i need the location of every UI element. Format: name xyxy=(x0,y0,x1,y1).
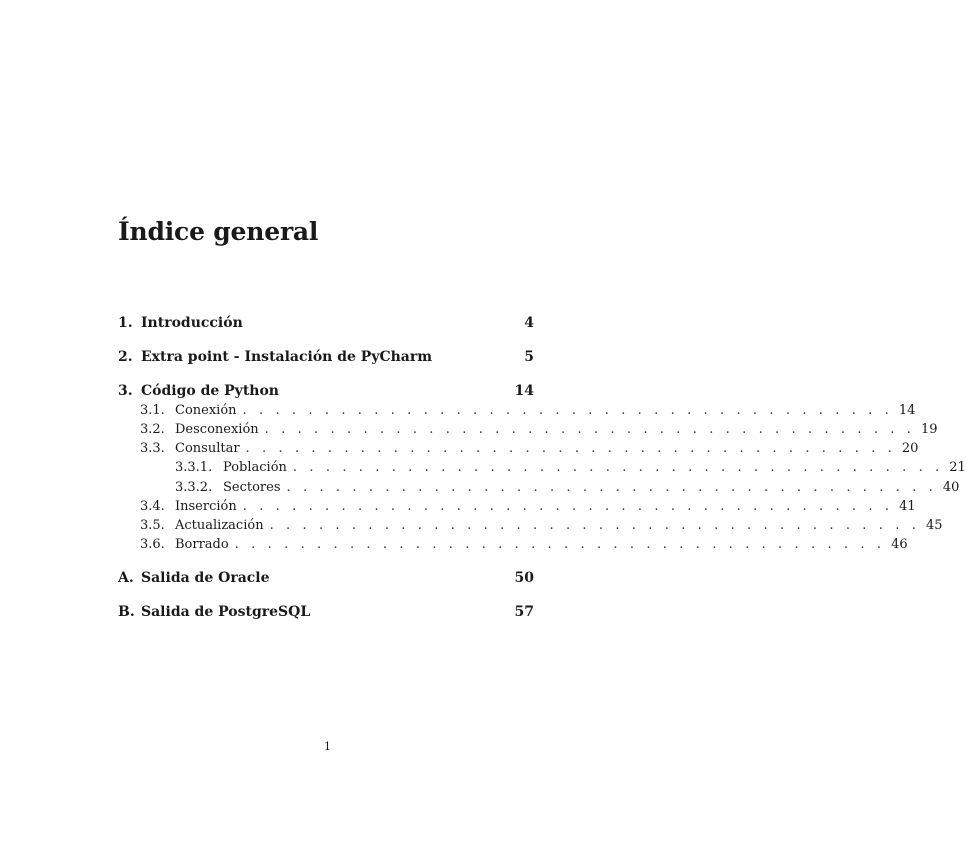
toc-entry-section-3-3[interactable] xyxy=(140,439,919,458)
toc-entry-label: Inserción xyxy=(175,499,237,514)
toc-entry-chapter-3[interactable] xyxy=(118,381,534,401)
toc-entry-page: 20 xyxy=(901,441,919,456)
toc-entry-subsection-3-3-2[interactable] xyxy=(175,478,960,497)
dot-leader: . . . . . . . . . . . . . . . . . . . . . . . . . . . . . . . . . . . . . . . . xyxy=(242,499,894,514)
toc-entry-label: Actualización xyxy=(175,518,264,533)
toc-entry-number: B. xyxy=(118,604,135,620)
toc-entry-section-3-5[interactable] xyxy=(140,516,943,535)
toc-entry-page: 14 xyxy=(514,383,534,399)
dot-leader: . . . . . . . . . . . . . . . . . . . . . . . . . . . . . . . . . . . . . . . . xyxy=(245,441,896,456)
toc-entry-chapter-2[interactable] xyxy=(118,347,534,367)
toc-entry-section-3-1[interactable] xyxy=(140,401,916,420)
dot-leader: . . . . . . . . . . . . . . . . . . . . . . . . . . . . . . . . . . . . . . . . xyxy=(264,422,916,437)
dot-leader: . . . . . . . . . . . . . . . . . . . . . . . . . . . . . . . . . . . . . . . . xyxy=(286,480,937,495)
toc-entry-subsection-3-3-1[interactable] xyxy=(175,458,966,477)
toc-entry-page: 14 xyxy=(898,403,916,418)
toc-entry-number: 3.1. xyxy=(140,403,165,418)
toc-entry-page: 40 xyxy=(942,480,960,495)
toc-entry-page: 57 xyxy=(514,604,534,620)
toc-entry-label: Salida de Oracle xyxy=(141,570,270,586)
toc-entry-page: 5 xyxy=(524,349,534,365)
dot-leader: . . . . . . . . . . . . . . . . . . . . . . . . . . . . . . . . . . . . . . . . xyxy=(234,537,886,552)
toc-entry-page: 41 xyxy=(899,499,916,514)
page-number: 1 xyxy=(324,740,331,753)
toc-entry-chapter-1[interactable] xyxy=(118,313,534,333)
toc-entry-label: Consultar xyxy=(175,441,240,456)
toc-entry-page: 19 xyxy=(921,422,938,437)
toc-entry-label: Conexión xyxy=(175,403,237,418)
toc-entry-label: Salida de PostgreSQL xyxy=(141,604,311,620)
toc-entry-number: 3. xyxy=(118,383,133,399)
toc-entry-number: 3.6. xyxy=(140,537,165,552)
toc-entry-number: 2. xyxy=(118,349,133,365)
page-title: Índice general xyxy=(118,217,319,246)
toc-entry-page: 4 xyxy=(524,315,534,331)
toc-entry-section-3-4[interactable] xyxy=(140,497,916,516)
toc-entry-page: 21 xyxy=(949,460,966,475)
toc-entry-section-3-2[interactable] xyxy=(140,420,938,439)
toc-entry-section-3-6[interactable] xyxy=(140,535,908,554)
toc-entry-number: 3.3.1. xyxy=(175,460,213,475)
toc-entry-number: 3.2. xyxy=(140,422,165,437)
dot-leader: . . . . . . . . . . . . . . . . . . . . . . . . . . . . . . . . . . . . . . . . xyxy=(242,403,893,418)
toc-entry-number: 3.4. xyxy=(140,499,165,514)
toc-entry-label: Extra point - Instalación de PyCharm xyxy=(141,349,433,365)
toc-entry-page: 45 xyxy=(925,518,943,533)
toc-entry-label: Población xyxy=(223,460,287,475)
toc-entry-page: 50 xyxy=(514,570,534,586)
toc-entry-label: Desconexión xyxy=(175,422,259,437)
toc-entry-appendix-b[interactable] xyxy=(118,602,534,622)
toc-entry-number: 3.5. xyxy=(140,518,165,533)
toc-entry-label: Borrado xyxy=(175,537,229,552)
toc-entry-label: Introducción xyxy=(141,315,243,331)
toc-entry-appendix-a[interactable] xyxy=(118,568,534,588)
toc-entry-number: 3.3. xyxy=(140,441,165,456)
toc-entry-page: 46 xyxy=(891,537,908,552)
toc-entry-number: 1. xyxy=(118,315,133,331)
toc-entry-label: Sectores xyxy=(223,480,281,495)
toc-entry-number: A. xyxy=(118,570,134,586)
toc-entry-label: Código de Python xyxy=(141,383,279,399)
toc-entry-number: 3.3.2. xyxy=(175,480,213,495)
dot-leader: . . . . . . . . . . . . . . . . . . . . . . . . . . . . . . . . . . . . . . . . xyxy=(292,460,944,475)
dot-leader: . . . . . . . . . . . . . . . . . . . . . . . . . . . . . . . . . . . . . . . . xyxy=(269,518,920,533)
